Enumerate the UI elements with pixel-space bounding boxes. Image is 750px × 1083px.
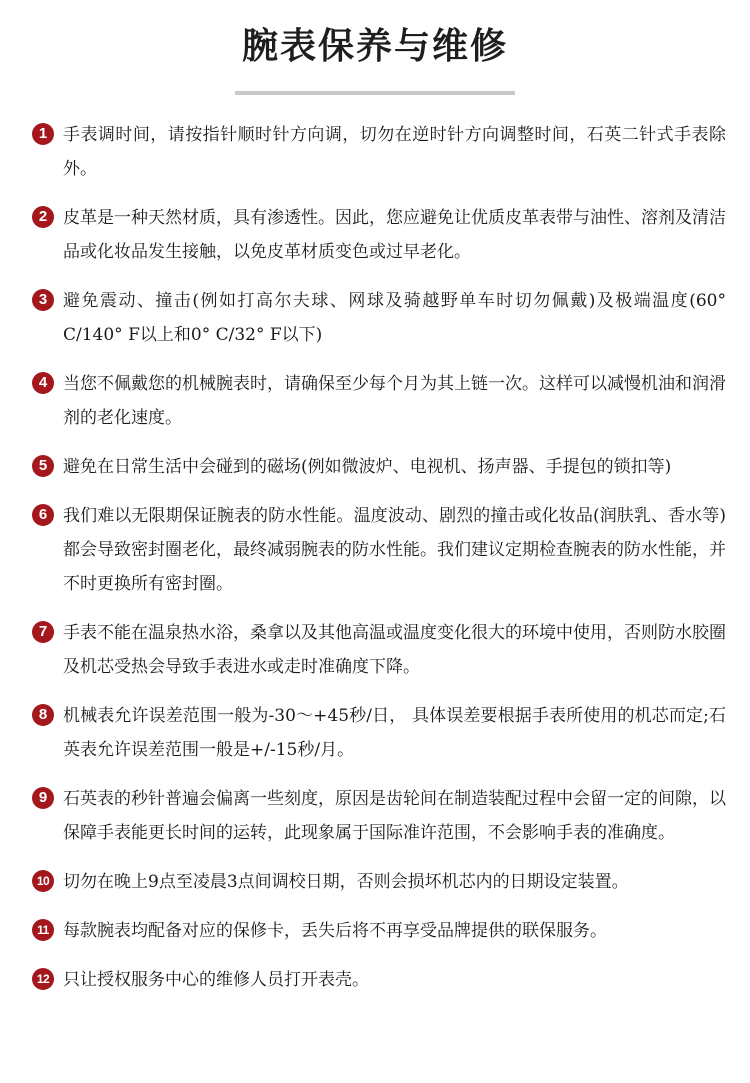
page-title: 腕表保养与维修 <box>241 25 508 67</box>
care-item-text: 当您不佩戴您的机械腕表时，请确保至少每个月为其上链一次。这样可以减慢机油和润滑剂的老化速度。 <box>63 374 726 428</box>
care-item <box>0 914 750 948</box>
number-badge: 11 <box>32 919 54 941</box>
care-item <box>0 284 750 352</box>
number-badge: 9 <box>32 787 54 809</box>
number-badge: 7 <box>32 621 54 643</box>
number-badge: 2 <box>32 206 54 228</box>
title-divider <box>235 91 515 95</box>
number-badge: 5 <box>32 455 54 477</box>
number-badge: 1 <box>32 123 54 145</box>
number-badge: 4 <box>32 372 54 394</box>
care-item-text: 每款腕表均配备对应的保修卡，丢失后将不再享受品牌提供的联保服务。 <box>63 921 607 941</box>
number-badge: 10 <box>32 870 54 892</box>
care-item-text: 只让授权服务中心的维修人员打开表壳。 <box>63 970 369 990</box>
care-item <box>0 699 750 767</box>
number-badge: 12 <box>32 968 54 990</box>
care-item <box>0 499 750 601</box>
number-badge: 3 <box>32 289 54 311</box>
care-item-text: 皮革是一种天然材质，具有渗透性。因此，您应避免让优质皮革表带与油性、溶剂及清洁品或化妆品发生接触，以免皮革材质变色或过早老化。 <box>63 208 726 262</box>
care-item <box>0 201 750 269</box>
care-item-text: 避免在日常生活中会碰到的磁场(例如微波炉、电视机、扬声器、手提包的锁扣等) <box>63 457 672 477</box>
care-item <box>0 865 750 899</box>
number-badge: 8 <box>32 704 54 726</box>
care-item-text: 手表调时间，请按指针顺时针方向调，切勿在逆时针方向调整时间，石英二针式手表除外。 <box>63 125 726 179</box>
care-item <box>0 118 750 186</box>
care-item <box>0 616 750 684</box>
care-item <box>0 782 750 850</box>
care-item <box>0 963 750 997</box>
care-item-text: 我们难以无限期保证腕表的防水性能。温度波动、剧烈的撞击或化妆品(润肤乳、香水等)都会导致密封圈老化，最终减弱腕表的防水性能。我们建议定期检查腕表的防水性能，并不时更换所有密封圈。 <box>63 506 726 594</box>
care-item-text: 避免震动、撞击(例如打高尔夫球、网球及骑越野单车时切勿佩戴)及极端温度(60° C/140° F以上和0° C/32° F以下) <box>63 291 726 345</box>
care-item-text: 切勿在晚上9点至凌晨3点间调校日期，否则会损坏机芯内的日期设定装置。 <box>63 872 629 892</box>
care-item-text: 机械表允许误差范围一般为-30～+45秒/日， 具体误差要根据手表所使用的机芯而定;石英表允许误差范围一般是+/-15秒/月。 <box>63 706 726 760</box>
care-item-text: 手表不能在温泉热水浴，桑拿以及其他高温或温度变化很大的环境中使用，否则防水胶圈及机芯受热会导致手表进水或走时准确度下降。 <box>63 623 726 677</box>
number-badge: 6 <box>32 504 54 526</box>
care-item <box>0 450 750 484</box>
care-instructions-list <box>0 118 750 997</box>
care-item <box>0 367 750 435</box>
care-item-text: 石英表的秒针普遍会偏离一些刻度，原因是齿轮间在制造装配过程中会留一定的间隙，以保障手表能更长时间的运转，此现象属于国际准许范围，不会影响手表的准确度。 <box>63 789 726 843</box>
